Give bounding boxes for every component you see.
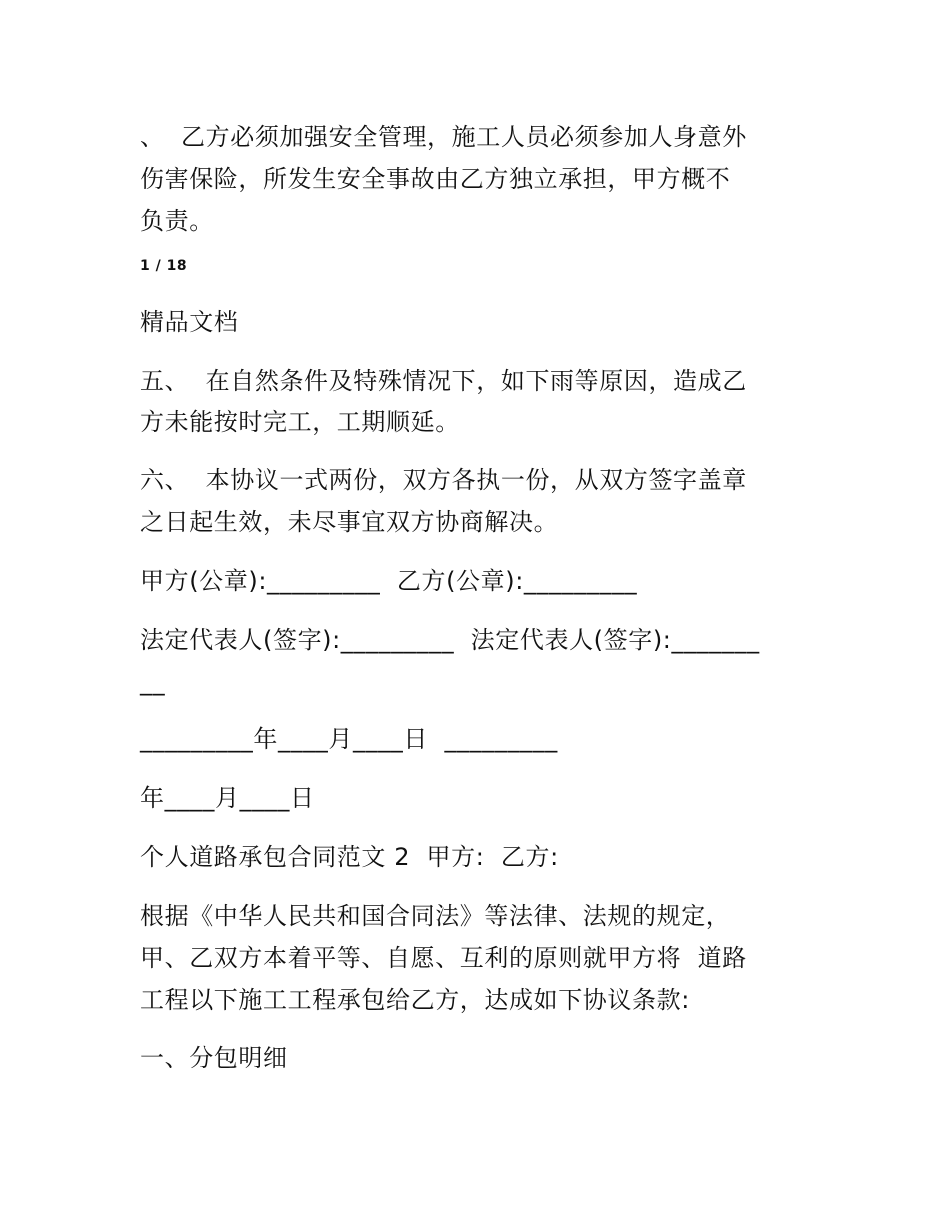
header-label: 精品文档: [140, 308, 239, 336]
section-1-heading: 一、分包明细: [140, 1044, 288, 1072]
clause-5-line-2: 方未能按时完工，工期顺延。: [140, 408, 460, 436]
representative-line-1: 法定代表人(签字):_________ 法定代表人(签字):_______: [140, 626, 760, 654]
page-number: 1 / 18: [140, 258, 188, 274]
contract-2-title: 个人道路承包合同范文 2 甲方: 乙方:: [140, 843, 559, 871]
contract-2-intro-line-1: 根据《中华人民共和国合同法》等法律、法规的规定，: [140, 902, 731, 930]
seal-line: 甲方(公章):_________ 乙方(公章):_________: [140, 567, 638, 595]
clause-6-line-1: 六、 本协议一式两份，双方各执一份，从双方签字盖章: [140, 466, 747, 494]
contract-2-intro-line-3: 工程以下施工工程承包给乙方，达成如下协议条款:: [140, 986, 690, 1014]
clause-6-line-2: 之日起生效，未尽事宜双方协商解决。: [140, 508, 559, 536]
paragraph-4-line-2: 伤害保险，所发生安全事故由乙方独立承担，甲方概不: [140, 165, 731, 193]
date-line-1: _________年____月____日 _________: [140, 725, 558, 753]
clause-5-line-1: 五、 在自然条件及特殊情况下，如下雨等原因，造成乙: [140, 367, 747, 395]
paragraph-4-line-3: 负责。: [140, 207, 214, 235]
contract-2-intro-line-2: 甲、乙双方本着平等、自愿、互利的原则就甲方将 道路: [140, 944, 747, 972]
representative-line-2: __: [140, 668, 166, 696]
paragraph-4-line-1: 、 乙方必须加强安全管理，施工人员必须参加人身意外: [140, 123, 747, 151]
date-line-2: 年____月____日: [140, 784, 315, 812]
